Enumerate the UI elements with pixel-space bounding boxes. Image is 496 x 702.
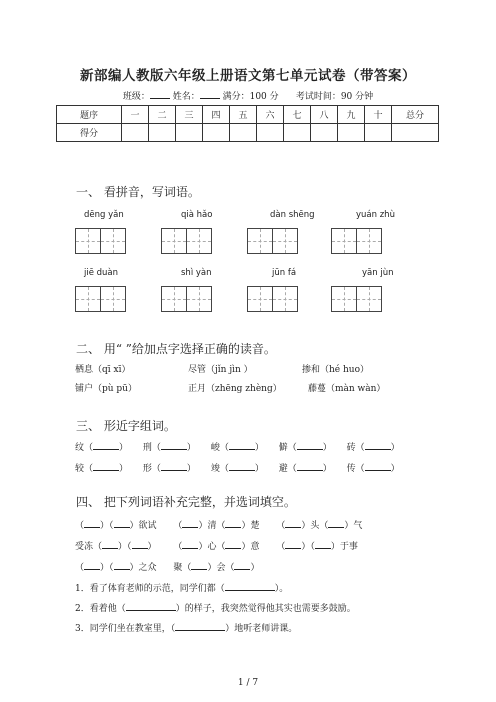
bracket: （ [173, 542, 183, 552]
answer-blank[interactable] [225, 582, 275, 591]
char-label: 僻（ [278, 443, 297, 453]
header-cell: 四 [203, 106, 230, 124]
writing-grid[interactable] [247, 228, 298, 254]
name-blank [200, 90, 220, 99]
answer-blank[interactable] [225, 540, 241, 549]
class-label: 班级： [122, 92, 150, 102]
bracket: ） [186, 443, 196, 453]
writing-grid[interactable] [75, 228, 126, 254]
header-cell: 题序 [57, 106, 122, 124]
score-cell[interactable] [392, 124, 439, 142]
bracket: ）（ [118, 542, 132, 552]
answer-blank[interactable] [114, 519, 130, 528]
similar-char-row [75, 440, 400, 453]
idiom-text: ）于事 [330, 542, 358, 552]
pinyin-label: yān jùn [362, 268, 394, 278]
question-text: ）。 [274, 584, 289, 594]
bracket: ） [390, 464, 400, 474]
answer-blank[interactable] [225, 519, 241, 528]
bracket: ） [390, 443, 400, 453]
answer-blank[interactable] [161, 441, 187, 450]
char-label: 刑（ [142, 443, 161, 453]
bracket: ） [119, 464, 129, 474]
score-cell[interactable] [311, 124, 338, 142]
idiom-text: ）楚 [241, 521, 260, 531]
answer-blank[interactable] [285, 519, 301, 528]
idiom-text: ）头（ [301, 521, 329, 531]
reading-choice[interactable]: 掺和（hé huo） [302, 365, 369, 375]
bracket: ）（ [100, 521, 114, 531]
score-cell[interactable] [203, 124, 230, 142]
bracket: ）（ [100, 563, 114, 573]
section-3-heading: 三、 形近字组词。 [76, 419, 176, 433]
idiom-row [75, 518, 362, 531]
bracket: ） [322, 464, 332, 474]
reading-choice[interactable]: 藤蔓（màn wàn） [308, 384, 386, 394]
header-cell: 八 [311, 106, 338, 124]
bracket: （ [75, 563, 85, 573]
idiom-text: ）会（ [207, 563, 235, 573]
page-number: 1 / 7 [237, 678, 259, 688]
answer-blank[interactable] [229, 462, 255, 471]
header-cell: 五 [230, 106, 257, 124]
bracket: ） [147, 542, 157, 552]
idiom-text: ）之众 [129, 563, 157, 573]
answer-blank[interactable] [365, 462, 391, 471]
pinyin-label: shì yàn [181, 268, 212, 278]
header-cell: 二 [149, 106, 176, 124]
fill-question-1 [75, 581, 288, 594]
header-cell: 总分 [392, 106, 439, 124]
full-score: 满分：100 分 [222, 92, 279, 102]
question-text: 2．看着他（ [75, 604, 126, 614]
score-row-label: 得分 [57, 124, 122, 142]
answer-blank[interactable] [126, 602, 176, 611]
reading-choice[interactable]: 铺户（pù pū） [75, 384, 137, 394]
question-text: ）的样子，我突然觉得他其实也需要多鼓励。 [175, 604, 356, 614]
writing-grid[interactable] [247, 286, 298, 312]
bracket: ） [119, 443, 129, 453]
score-row [57, 124, 439, 142]
idiom-row [75, 539, 358, 552]
score-cell[interactable] [257, 124, 284, 142]
answer-blank[interactable] [182, 540, 198, 549]
idiom-text: ）欲试 [129, 521, 157, 531]
writing-grid[interactable] [331, 228, 382, 254]
answer-blank[interactable] [84, 519, 100, 528]
bracket: ） [254, 464, 264, 474]
class-blank [150, 90, 170, 99]
char-label: 传（ [346, 464, 365, 474]
pinyin-label: qià hǎo [181, 210, 213, 220]
exam-info [0, 89, 496, 102]
answer-blank[interactable] [315, 540, 331, 549]
exam-time: 考试时间：90 分钟 [295, 92, 374, 102]
pinyin-label: jiē duàn [84, 268, 119, 278]
score-cell[interactable] [176, 124, 203, 142]
answer-blank[interactable] [93, 462, 119, 471]
char-label: 峻（ [210, 443, 229, 453]
char-label: 纹（ [75, 443, 94, 453]
bracket: ） [186, 464, 196, 474]
answer-blank[interactable] [365, 441, 391, 450]
answer-blank[interactable] [132, 540, 148, 549]
bracket: （ [276, 521, 286, 531]
header-cell: 九 [338, 106, 365, 124]
bracket: ） [250, 563, 260, 573]
answer-blank[interactable] [285, 540, 301, 549]
header-cell: 六 [257, 106, 284, 124]
header-cell: 七 [284, 106, 311, 124]
writing-grid[interactable] [161, 228, 212, 254]
header-cell: 十 [365, 106, 392, 124]
bracket: ）（ [301, 542, 315, 552]
char-label: 避（ [278, 464, 297, 474]
answer-blank[interactable] [229, 441, 255, 450]
pinyin-label: jūn fá [272, 268, 297, 278]
answer-blank[interactable] [297, 462, 323, 471]
answer-blank[interactable] [191, 561, 207, 570]
answer-blank[interactable] [297, 441, 323, 450]
bracket: ） [322, 443, 332, 453]
header-cell: 三 [176, 106, 203, 124]
writing-grid[interactable] [75, 286, 126, 312]
reading-choice[interactable]: 尽管（jǐn jìn ） [188, 365, 253, 375]
score-cell[interactable] [284, 124, 311, 142]
section-1-heading: 一、 看拼音，写词语。 [76, 185, 200, 199]
idiom-text: ）气 [344, 521, 363, 531]
answer-blank[interactable] [102, 540, 118, 549]
reading-choice[interactable]: 栖息（qī xī） [75, 365, 131, 375]
bracket: ） [254, 443, 264, 453]
char-label: 形（ [142, 464, 161, 474]
writing-grid[interactable] [161, 286, 212, 312]
idiom-text: 受冻（ [75, 542, 103, 552]
pinyin-label: yuán zhù [356, 210, 395, 220]
section-2-heading: 二、 用“ ”给加点字选择正确的读音。 [76, 342, 276, 356]
answer-blank[interactable] [93, 441, 119, 450]
writing-grid[interactable] [331, 286, 382, 312]
answer-blank[interactable] [182, 519, 198, 528]
question-text: 1．看了体育老师的示范，同学们都（ [75, 584, 225, 594]
idiom-row [75, 560, 259, 573]
bracket: （ [173, 521, 183, 531]
header-cell: 一 [122, 106, 149, 124]
name-label: 姓名： [172, 92, 200, 102]
bracket: （ [75, 521, 85, 531]
score-cell[interactable] [230, 124, 257, 142]
score-table [56, 105, 439, 142]
score-cell[interactable] [365, 124, 392, 142]
page-title: 新部编人教版六年级上册语文第七单元试卷（带答案） [80, 68, 416, 84]
question-text: 3．同学们坐在教室里，（ [75, 624, 176, 634]
answer-blank[interactable] [328, 519, 344, 528]
char-label: 砖（ [346, 443, 365, 453]
pinyin-label: dēng yǎn [84, 210, 124, 220]
score-cell[interactable] [122, 124, 149, 142]
question-text: ）地听老师讲课。 [225, 624, 298, 634]
score-cell[interactable] [149, 124, 176, 142]
reading-choice[interactable]: 正月（zhēng zhèng） [188, 384, 282, 394]
answer-blank[interactable] [161, 462, 187, 471]
bracket: （ [276, 542, 286, 552]
section-4-heading: 四、 把下列词语补充完整，并选词填空。 [76, 495, 296, 509]
char-label: 较（ [75, 464, 94, 474]
score-cell[interactable] [338, 124, 365, 142]
similar-char-row [75, 461, 400, 474]
fill-question-3 [75, 621, 297, 634]
char-label: 竣（ [210, 464, 229, 474]
score-table-header [57, 106, 439, 124]
idiom-text: ）意 [241, 542, 260, 552]
answer-blank[interactable] [175, 622, 225, 631]
answer-blank[interactable] [114, 561, 130, 570]
idiom-text: ）心（ [198, 542, 226, 552]
answer-blank[interactable] [234, 561, 250, 570]
fill-question-2 [75, 601, 356, 614]
idiom-text: 聚（ [173, 563, 192, 573]
answer-blank[interactable] [84, 561, 100, 570]
pinyin-label: dàn shēng [270, 210, 315, 220]
idiom-text: ）清（ [198, 521, 226, 531]
